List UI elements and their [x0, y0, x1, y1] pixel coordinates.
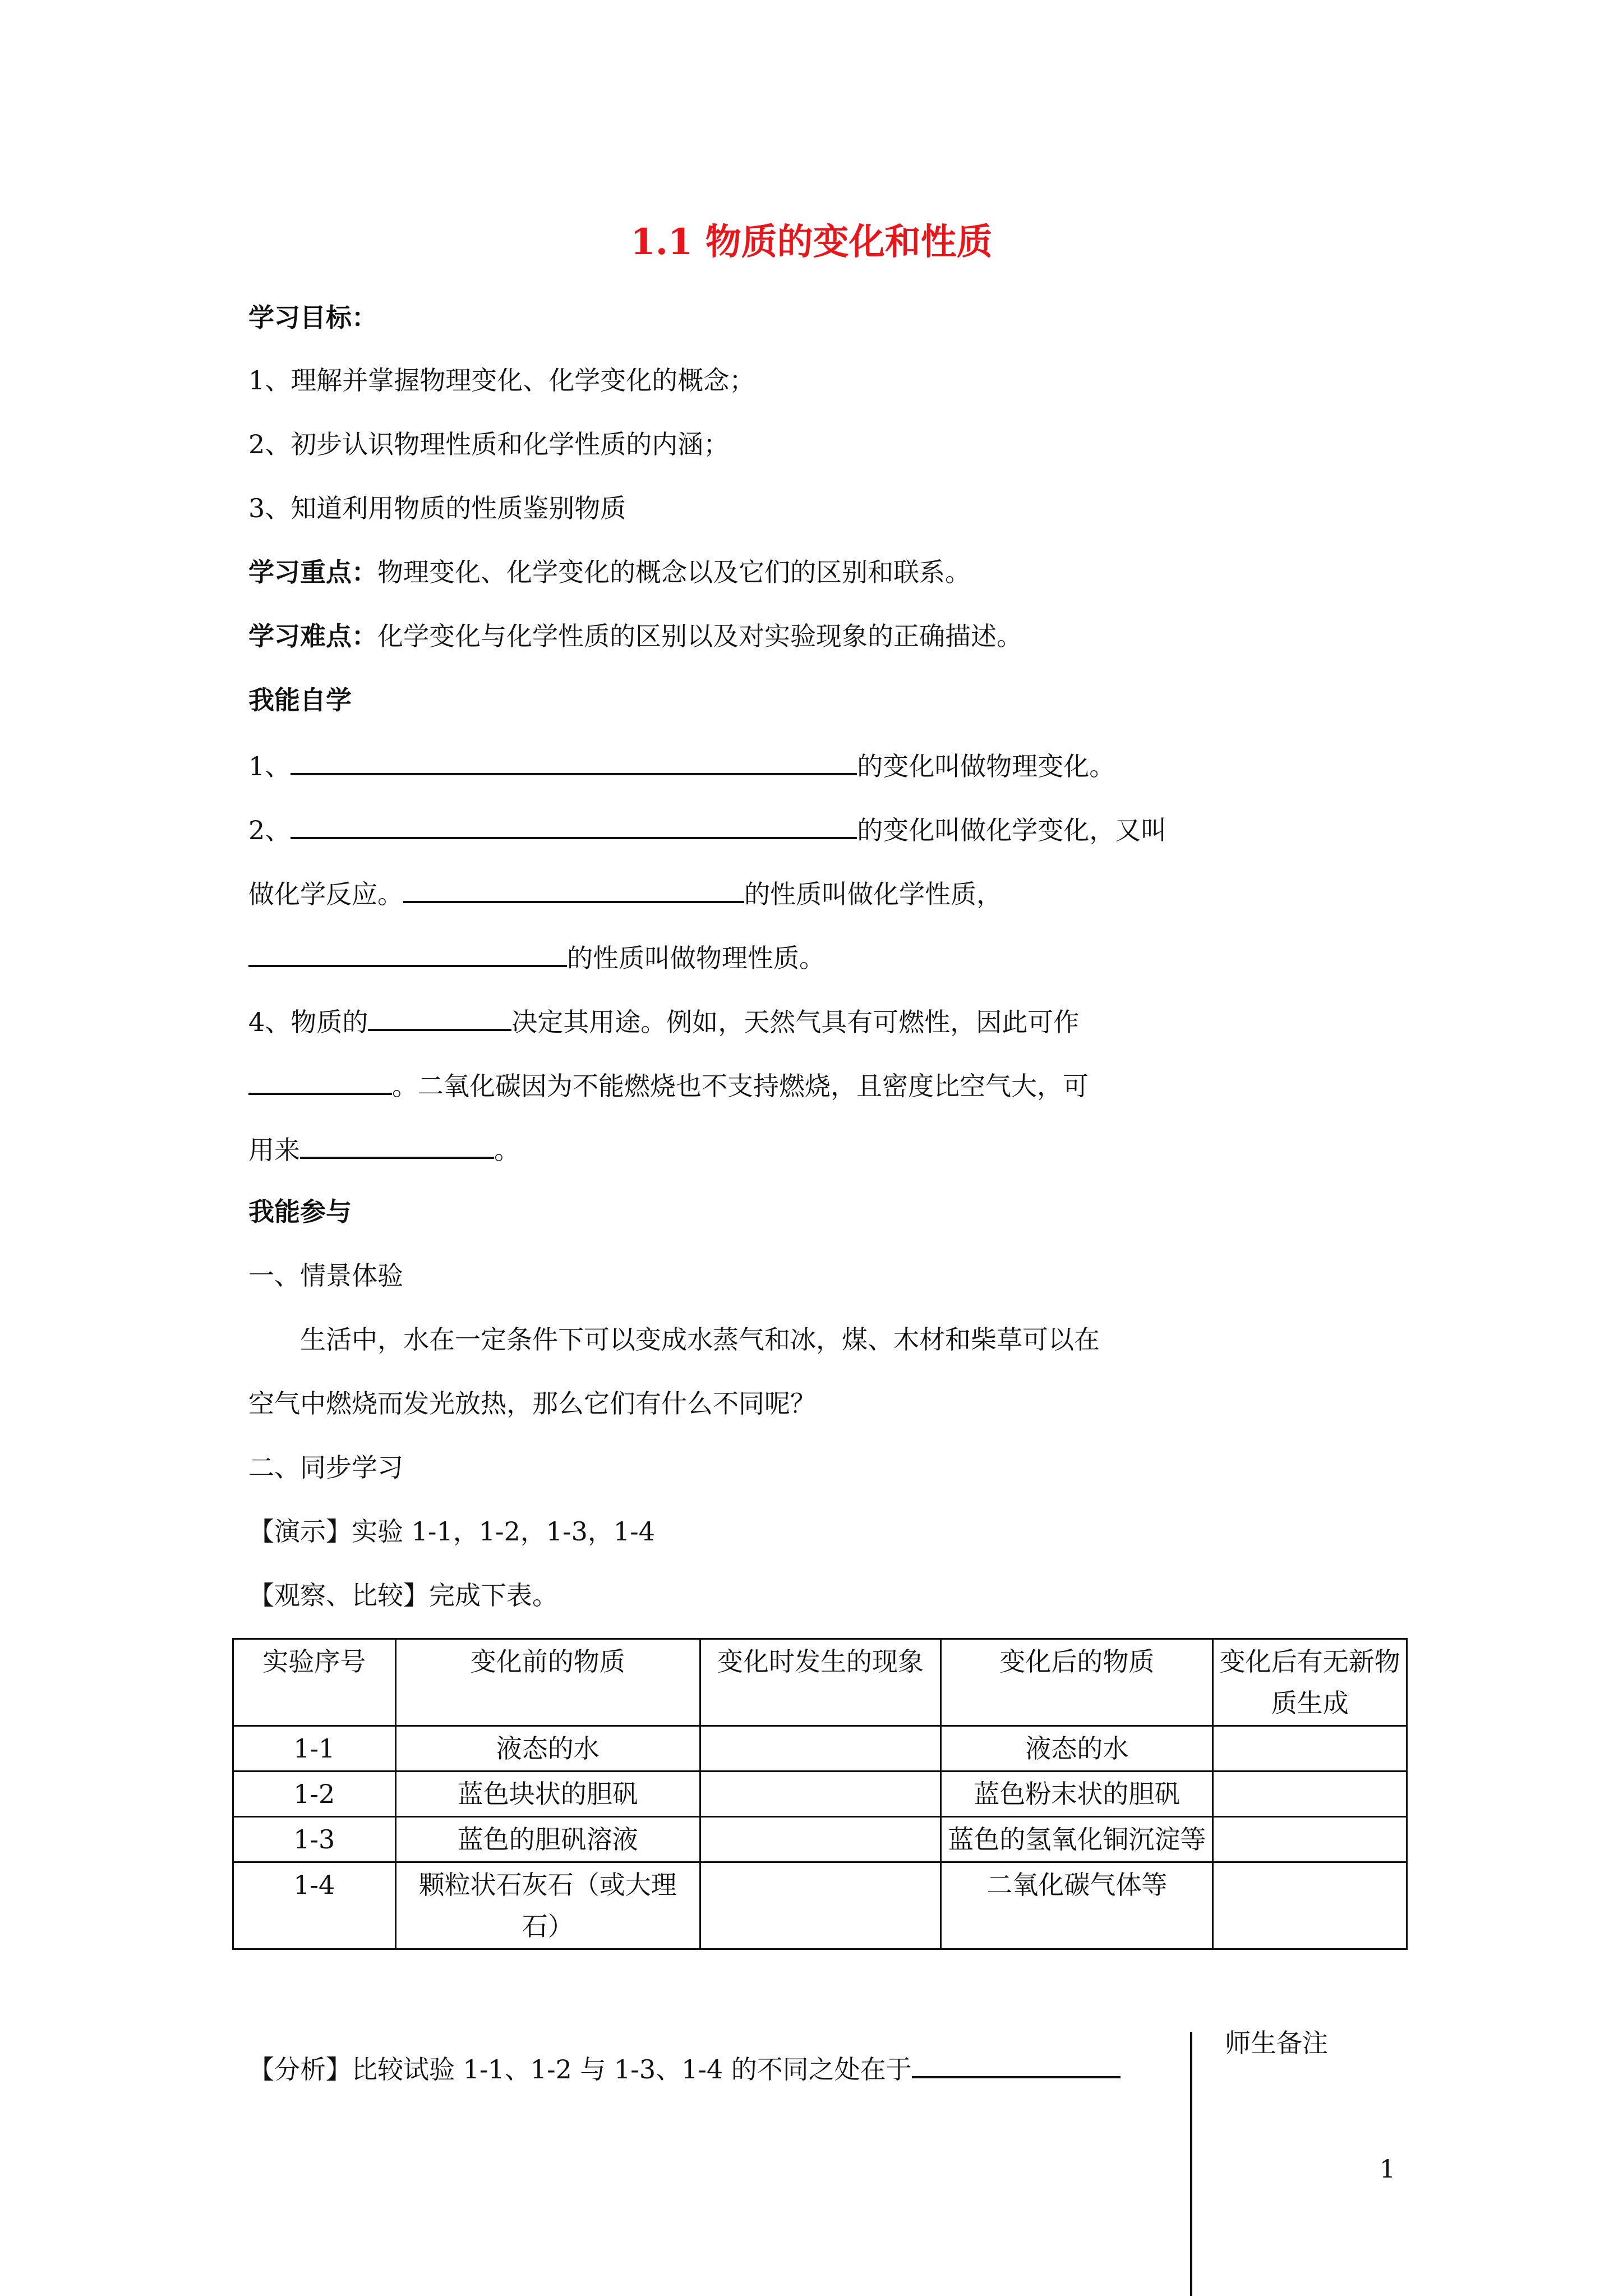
difficulty-line [248, 619, 1022, 653]
table-cell-blank[interactable] [700, 1772, 940, 1817]
scene-line-2: 空气中燃烧而发光放热，那么它们有什么不同呢？ [248, 1388, 816, 1419]
margin-divider [1190, 2032, 1192, 2296]
table-cell: 1-3 [233, 1817, 396, 1862]
fill-blank-q4b[interactable] [248, 1067, 392, 1095]
table-header-cell: 变化后的物质 [941, 1639, 1213, 1726]
table-header-cell: 变化前的物质 [395, 1639, 700, 1726]
table-cell-blank[interactable] [1213, 1772, 1407, 1817]
q4-suffix: 决定其用途。例如，天然气具有可燃性，因此可作 [511, 1007, 1080, 1037]
table-cell: 1-1 [233, 1726, 396, 1772]
table-cell-blank[interactable] [700, 1817, 940, 1862]
fill-blank-q2b[interactable] [403, 875, 744, 903]
table-row [233, 1772, 1407, 1817]
fill-blank-q1[interactable] [291, 747, 857, 775]
q4-line3-prefix: 用来 [248, 1135, 300, 1165]
table-cell-blank[interactable] [1213, 1862, 1407, 1949]
table-cell: 蓝色的氢氧化铜沉淀等 [941, 1817, 1213, 1862]
q4-line3-suffix: 。 [494, 1135, 520, 1165]
q1-prefix: 1、 [248, 751, 291, 781]
q4-prefix: 4、物质的 [248, 1007, 368, 1037]
fill-blank-q2a[interactable] [291, 811, 857, 839]
objective-item-1: 1、理解并掌握物理变化、化学变化的概念； [248, 365, 755, 395]
self-study-q3 [248, 939, 825, 975]
fill-blank-q4c[interactable] [300, 1131, 494, 1159]
table-cell-blank[interactable] [700, 1862, 940, 1949]
table-header-row [233, 1639, 1407, 1726]
sync-heading: 二、同步学习 [248, 1452, 403, 1483]
table-cell-blank[interactable] [700, 1726, 940, 1772]
analysis-line [248, 2050, 1121, 2086]
table-cell: 二氧化碳气体等 [941, 1862, 1213, 1949]
table-cell-blank[interactable] [1213, 1817, 1407, 1862]
analysis-text: 【分析】比较试验 1-1、1-2 与 1-3、1-4 的不同之处在于 [248, 2054, 912, 2085]
self-study-q4 [248, 1003, 1079, 1039]
scene-line-1: 生活中，水在一定条件下可以变成水蒸气和冰，煤、木材和柴草可以在 [300, 1324, 1100, 1355]
table-cell: 蓝色的胆矾溶液 [395, 1817, 700, 1862]
table-cell: 蓝色粉末状的胆矾 [941, 1772, 1213, 1817]
fill-blank-analysis[interactable] [912, 2050, 1121, 2078]
objective-item-3: 3、知道利用物质的性质鉴别物质 [248, 493, 626, 523]
table-cell: 1-4 [233, 1862, 396, 1949]
q2-suffix: 的变化叫做化学变化，又叫 [857, 815, 1167, 845]
q2-line2-prefix: 做化学反应。 [248, 879, 403, 909]
table-row [233, 1817, 1407, 1862]
table-header-cell: 变化时发生的现象 [700, 1639, 940, 1726]
q3-suffix: 的性质叫做物理性质。 [567, 943, 825, 973]
demo-line: 【演示】实验 1-1，1-2，1-3，1-4 [248, 1516, 655, 1547]
self-study-q1 [248, 747, 1115, 783]
q2-line2-suffix: 的性质叫做化学性质， [744, 879, 1002, 909]
table-cell: 液态的水 [941, 1726, 1213, 1772]
self-study-heading: 我能自学 [248, 685, 352, 715]
q2-prefix: 2、 [248, 815, 291, 845]
objectives-heading: 学习目标： [248, 302, 377, 333]
self-study-q2 [248, 811, 1166, 847]
observation-table [232, 1638, 1408, 1950]
difficulty-label: 学习难点： [248, 621, 377, 651]
table-header-cell: 变化后有无新物质生成 [1213, 1639, 1407, 1726]
table-row [233, 1862, 1407, 1949]
focus-text: 物理变化、化学变化的概念以及它们的区别和联系。 [377, 557, 971, 587]
q1-suffix: 的变化叫做物理变化。 [857, 751, 1115, 781]
focus-line [248, 555, 971, 589]
side-note-label: 师生备注 [1225, 2028, 1328, 2058]
fill-blank-q3[interactable] [248, 939, 567, 967]
page-title: 1.1 物质的变化和性质 [630, 221, 993, 263]
fill-blank-q4a[interactable] [368, 1003, 511, 1031]
table-cell: 1-2 [233, 1772, 396, 1817]
observe-line: 【观察、比较】完成下表。 [248, 1580, 558, 1611]
table-cell-blank[interactable] [1213, 1726, 1407, 1772]
q4-line2-suffix: 。二氧化碳因为不能燃烧也不支持燃烧，且密度比空气大，可 [392, 1071, 1089, 1101]
self-study-q2-line2 [248, 875, 1002, 911]
table-cell: 颗粒状石灰石（或大理石） [395, 1862, 700, 1949]
difficulty-text: 化学变化与化学性质的区别以及对实验现象的正确描述。 [377, 621, 1022, 651]
table-cell: 蓝色块状的胆矾 [395, 1772, 700, 1817]
table-cell: 液态的水 [395, 1726, 700, 1772]
objective-item-2: 2、初步认识物理性质和化学性质的内涵； [248, 429, 730, 459]
table-header-cell: 实验序号 [233, 1639, 396, 1726]
table-row [233, 1726, 1407, 1772]
focus-label: 学习重点： [248, 557, 377, 587]
self-study-q4-line3 [248, 1131, 520, 1167]
participate-heading: 我能参与 [248, 1197, 352, 1227]
page-number: 1 [1380, 2155, 1395, 2184]
scene-heading: 一、情景体验 [248, 1260, 403, 1291]
self-study-q4-line2 [248, 1067, 1089, 1103]
